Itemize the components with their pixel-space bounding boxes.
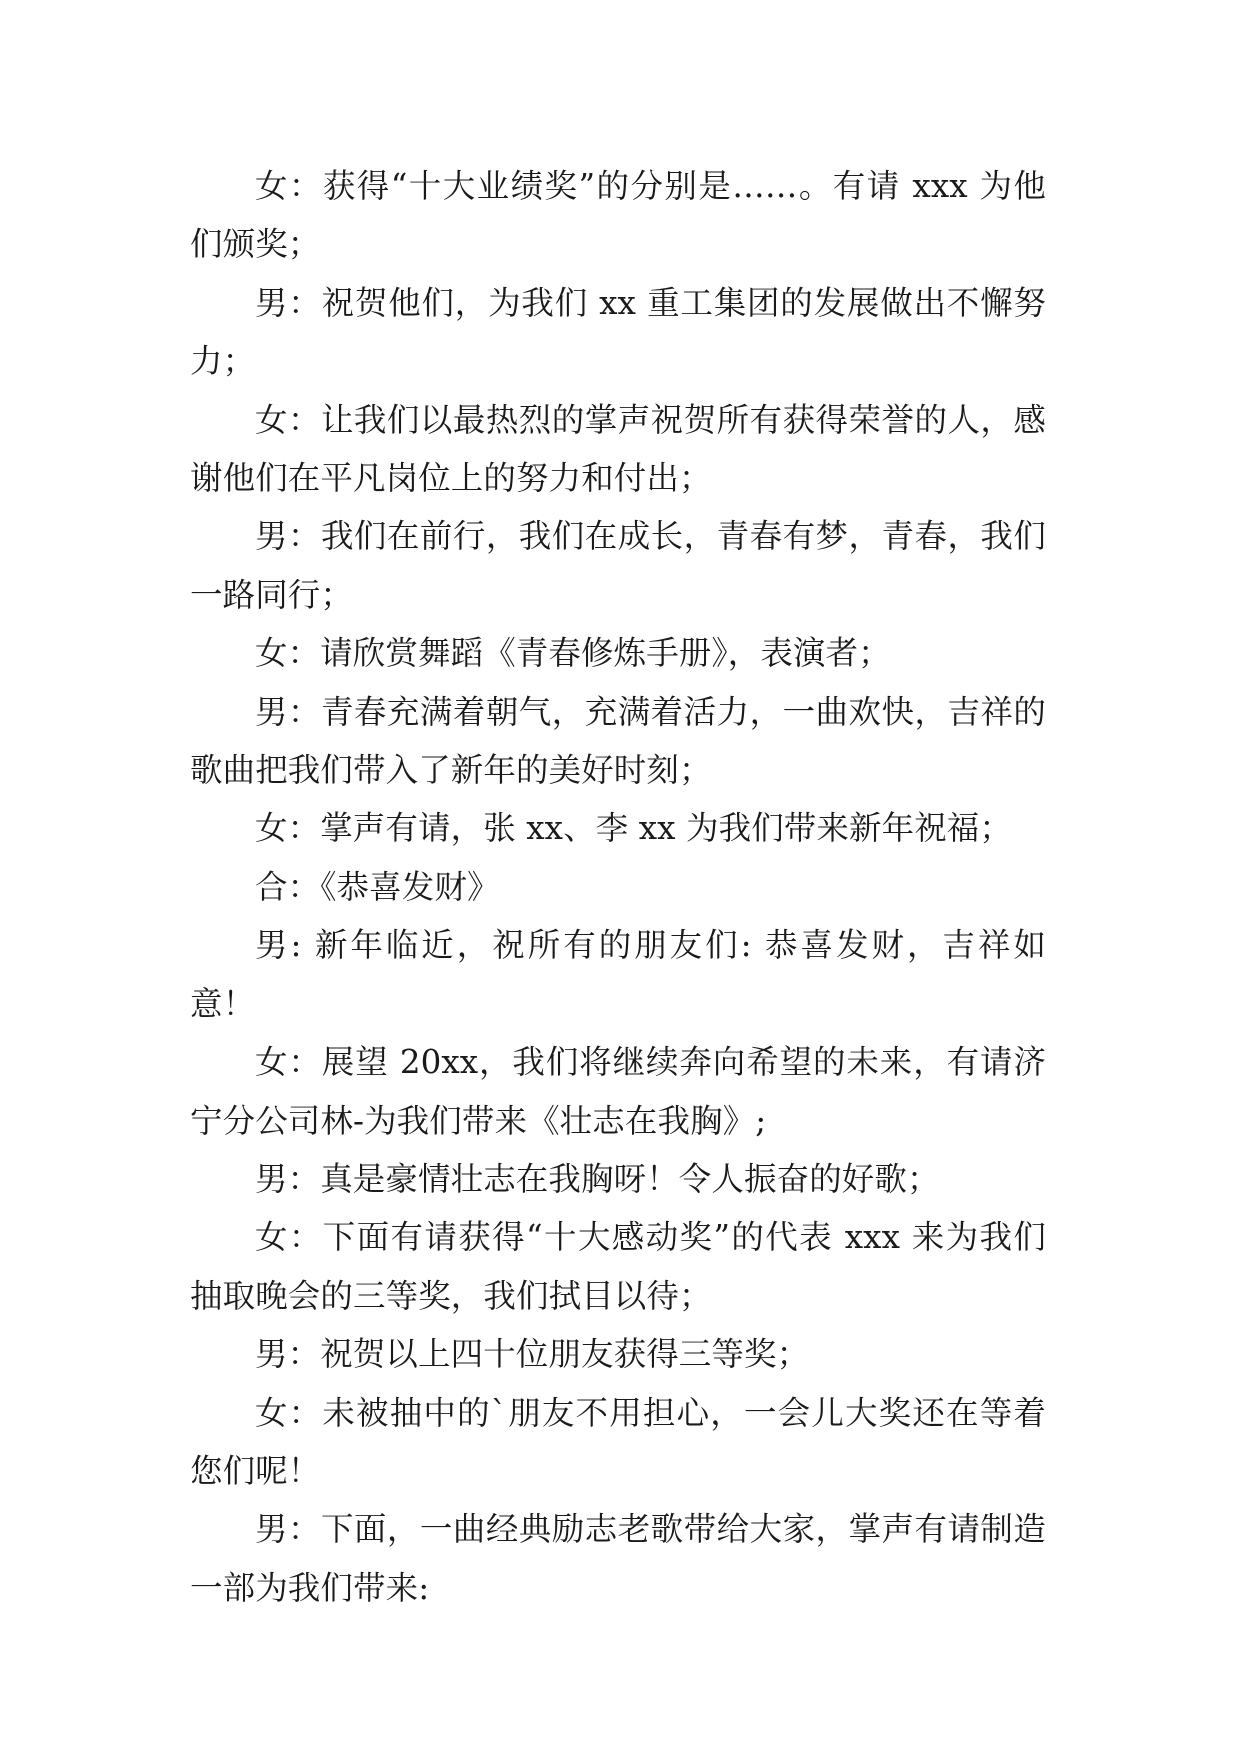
paragraph: 女：下面有请获得“十大感动奖”的代表 xxx 来为我们抽取晚会的三等奖，我们拭目以待； [190, 1218, 1046, 1315]
paragraph: 男: 新年临近，祝所有的朋友们: 恭喜发财，吉祥如意！ [190, 926, 1046, 1023]
paragraph: 男：我们在前行，我们在成长，青春有梦，青春，我们一路同行； [190, 517, 1046, 614]
paragraph: 男：祝贺他们，为我们 xx 重工集团的发展做出不懈努力； [190, 283, 1046, 381]
paragraph: 女：掌声有请，张 xx、李 xx 为我们带来新年祝福； [255, 809, 1013, 848]
paragraph: 男：青春充满着朝气，充满着活力，一曲欢快，吉祥的歌曲把我们带入了新年的美好时刻； [190, 692, 1046, 790]
paragraph: 男：真是豪情壮志在我胸呀！令人振奋的好歌； [255, 1159, 940, 1198]
paragraph: 女：让我们以最热烈的掌声祝贺所有获得荣誉的人，感谢他们在平凡岗位上的努力和付出； [190, 400, 1046, 498]
document-body [190, 157, 1046, 1617]
paragraph: 女：获得“十大业绩奖”的分别是……。有请 xxx 为他们颁奖； [190, 167, 1046, 264]
paragraph: 女：展望 20xx，我们将继续奔向希望的未来，有请济宁分公司林-为我们带来《壮志在我胸》; [190, 1043, 1046, 1140]
paragraph: 合：《恭喜发财》 [255, 867, 500, 906]
paragraph: 男：下面，一曲经典励志老歌带给大家，掌声有请制造一部为我们带来: [190, 1510, 1046, 1607]
paragraph: 男：祝贺以上四十位朋友获得三等奖； [255, 1335, 810, 1374]
paragraph: 女：请欣赏舞蹈《青春修炼手册》，表演者； [255, 634, 891, 673]
paragraph: 女：未被抽中的`朋友不用担心，一会儿大奖还在等着您们呢！ [190, 1393, 1046, 1490]
